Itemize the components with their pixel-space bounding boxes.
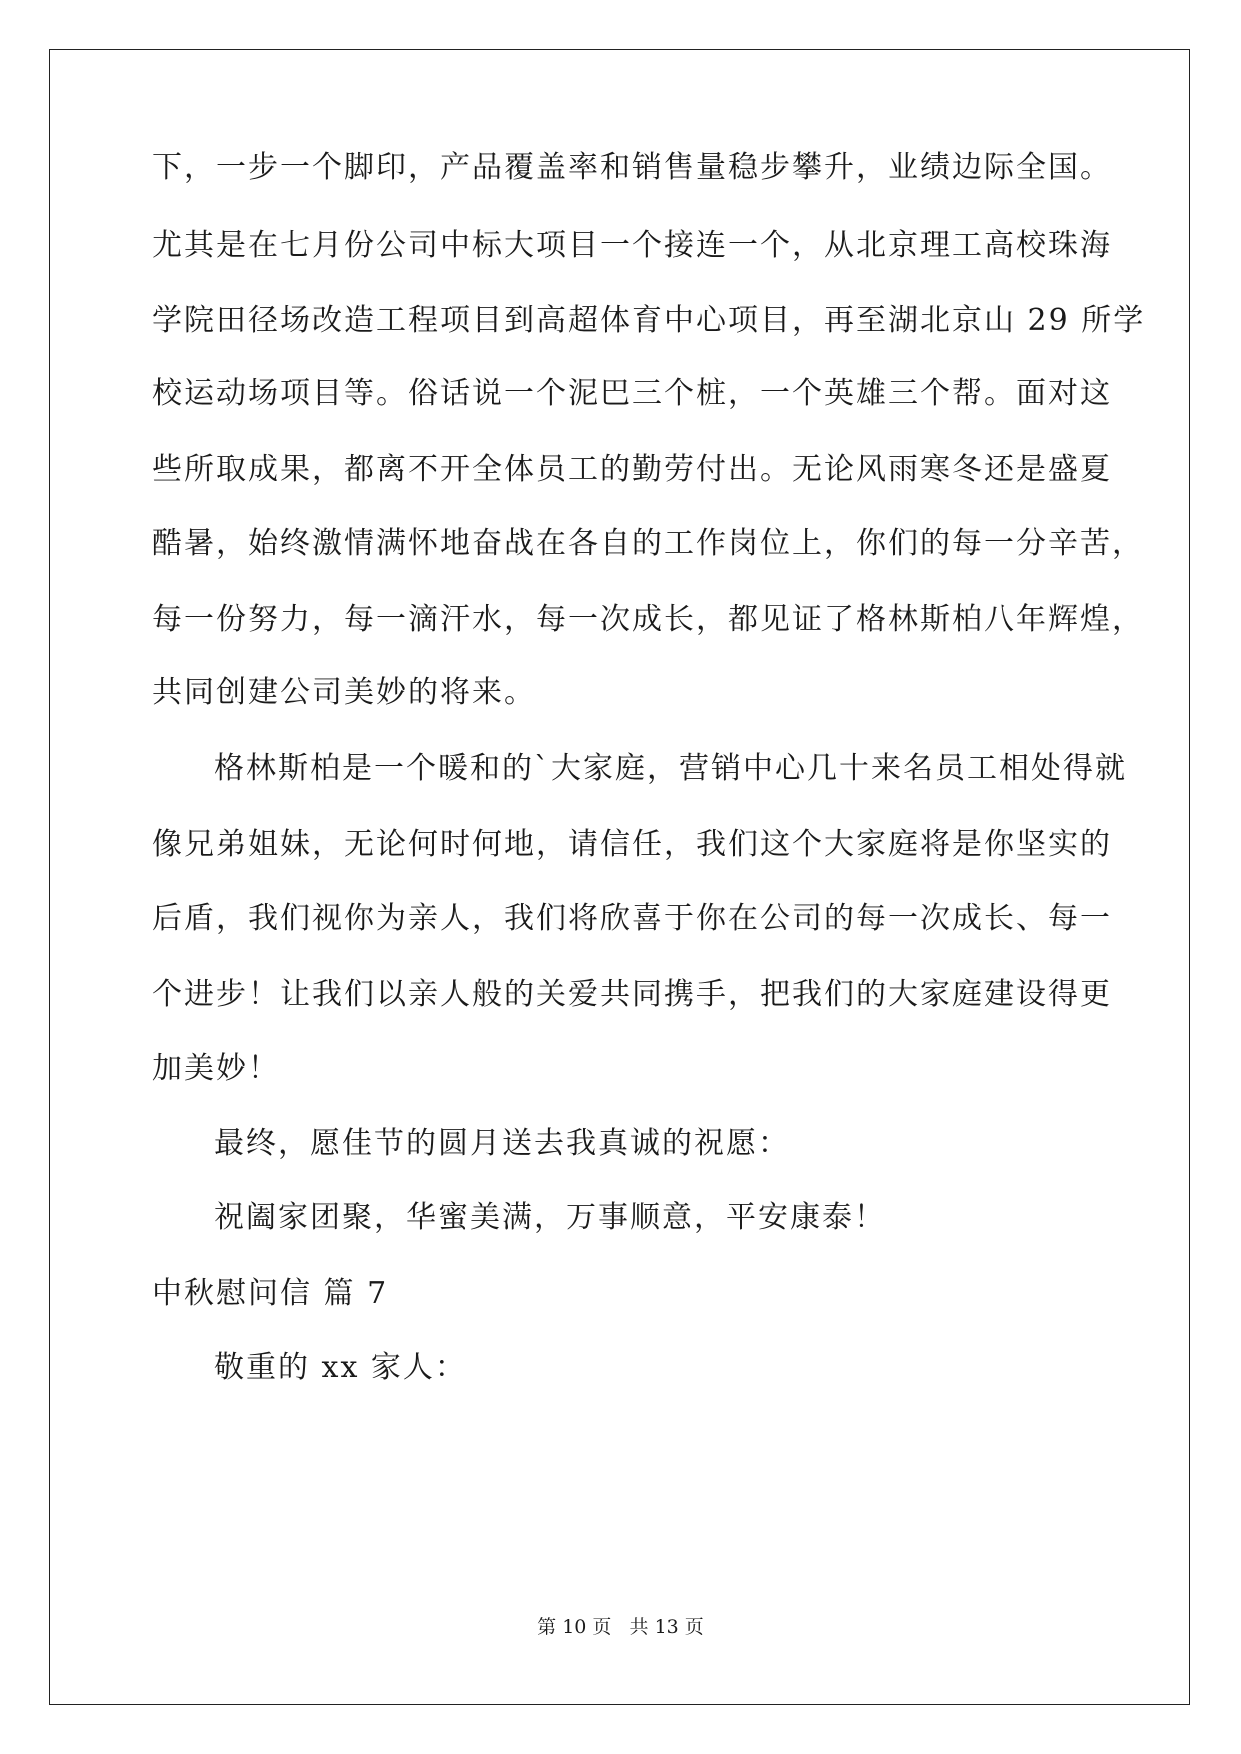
paragraph-line: 共同创建公司美妙的将来。 xyxy=(152,675,536,710)
section-heading: 中秋慰问信 篇 7 xyxy=(152,1276,389,1311)
page-border xyxy=(49,49,1190,1705)
paragraph-line: 像兄弟姐妹，无论何时何地，请信任，我们这个大家庭将是你坚实的 xyxy=(152,827,1112,862)
paragraph-line: 格林斯柏是一个暖和的`大家庭，营销中心几十来名员工相处得就 xyxy=(214,751,1127,786)
paragraph-line: 个进步！让我们以亲人般的关爱共同携手，把我们的大家庭建设得更 xyxy=(152,977,1112,1012)
page-footer: 第 10 页 共 13 页 xyxy=(537,1616,704,1638)
paragraph-line: 下，一步一个脚印，产品覆盖率和销售量稳步攀升，业绩边际全国。 xyxy=(152,150,1112,185)
paragraph-line: 加美妙！ xyxy=(152,1051,280,1086)
paragraph-line: 后盾，我们视你为亲人，我们将欣喜于你在公司的每一次成长、每一 xyxy=(152,901,1112,936)
salutation: 敬重的 xx 家人： xyxy=(214,1350,467,1385)
paragraph-line: 每一份努力，每一滴汗水，每一次成长，都见证了格林斯柏八年辉煌， xyxy=(152,602,1144,637)
paragraph-line: 些所取成果，都离不开全体员工的勤劳付出。无论风雨寒冬还是盛夏 xyxy=(152,452,1112,487)
paragraph-line: 最终，愿佳节的圆月送去我真诚的祝愿： xyxy=(214,1126,790,1161)
paragraph-line: 祝阖家团聚，华蜜美满，万事顺意，平安康泰！ xyxy=(214,1200,886,1235)
paragraph-line: 校运动场项目等。俗话说一个泥巴三个桩，一个英雄三个帮。面对这 xyxy=(152,376,1112,411)
paragraph-line: 尤其是在七月份公司中标大项目一个接连一个，从北京理工高校珠海 xyxy=(152,228,1112,263)
paragraph-line: 酷暑，始终激情满怀地奋战在各自的工作岗位上，你们的每一分辛苦， xyxy=(152,526,1144,561)
paragraph-line: 学院田径场改造工程项目到高超体育中心项目，再至湖北京山 29 所学 xyxy=(152,303,1146,338)
